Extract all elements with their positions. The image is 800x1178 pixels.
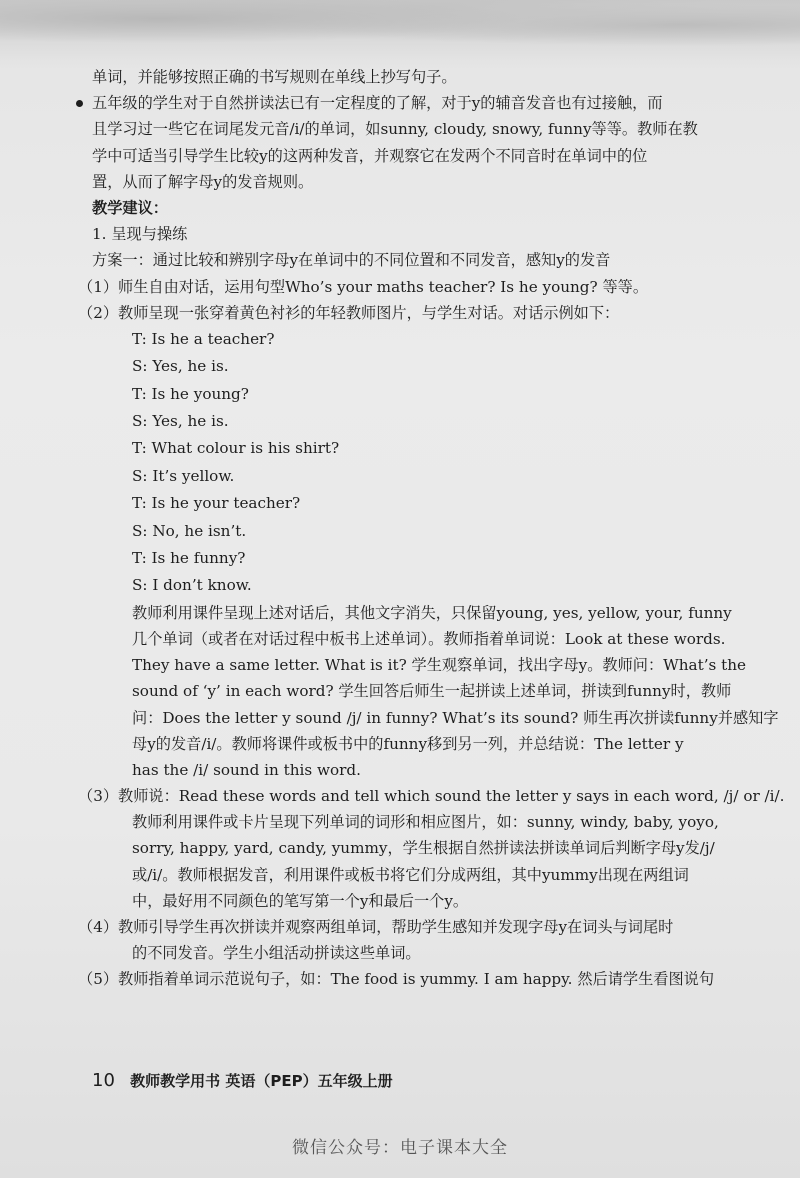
dialog-example [92, 326, 772, 600]
text-line: 学中可适当引导学生比较y的这两种发音，并观察它在发两个不同音时在单词中的位 [92, 146, 648, 165]
text-line: 且学习过一些它在词尾发元音/i/的单词，如sunny, cloudy, snowy, funny等等。教师在教 [92, 120, 698, 139]
text-line: 教师利用课件或卡片呈现下列单词的词形和相应图片，如：sunny, windy, baby, yoyo, [132, 813, 719, 832]
book-title: 教师教学用书 英语（PEP）五年级上册 [130, 1072, 393, 1090]
dialog-line: T: Is he young? [132, 384, 249, 403]
page-footer [92, 1070, 393, 1091]
step-2: （2）教师呈现一张穿着黄色衬衫的年轻教师图片，与学生对话。对话示例如下： [78, 303, 620, 322]
text-line: 置，从而了解字母y的发音规则。 [92, 172, 314, 191]
dialog-line: S: I don’t know. [132, 576, 252, 595]
text-line: 母y的发音/i/。教师将课件或板书中的funny移到另一列，并总结说：The letter y [132, 734, 684, 753]
bullet-icon [76, 100, 83, 107]
text-line: 方案一：通过比较和辨别字母y在单词中的不同位置和不同发音，感知y的发音 [92, 251, 611, 270]
decorative-header-band [0, 0, 800, 62]
text-line: sound of ‘y’ in each word? 学生回答后师生一起拼读上述单词，拼读到funny时，教师 [132, 682, 732, 701]
dialog-line: T: What colour is his shirt? [132, 439, 340, 458]
dialog-line: S: Yes, he is. [132, 412, 229, 431]
step-1: （1）师生自由对话，运用句型Who’s your maths teacher? Is he young? 等等。 [78, 277, 649, 296]
dialog-line: S: Yes, he is. [132, 357, 229, 376]
watermark-text: 微信公众号：电子课本大全 [292, 1138, 508, 1158]
text-line: sorry, happy, yard, candy, yummy，学生根据自然拼读法拼读单词后判断字母y发/j/ [132, 839, 715, 858]
text-line: 几个单词（或者在对话过程中板书上述单词）。教师指着单词说：Look at these words. [132, 629, 726, 648]
body-text [78, 64, 785, 993]
text-line: 五年级的学生对于自然拼读法已有一定程度的了解，对于y的辅音发音也有过接触，而 [92, 94, 663, 113]
text-line: 教师利用课件呈现上述对话后，其他文字消失，只保留young, yes, yellow, your, funny [132, 603, 732, 622]
dialog-line: S: No, he isn’t. [132, 521, 247, 540]
dialog-line: T: Is he your teacher? [132, 494, 301, 513]
dialog-line: S: It’s yellow. [132, 466, 235, 485]
section-heading: 教学建议： [92, 198, 168, 217]
text-line: 的不同发音。学生小组活动拼读这些单词。 [132, 944, 421, 963]
step-5: （5）教师指着单词示范说句子，如：The food is yummy. I am happy. 然后请学生看图说句 [78, 970, 715, 989]
subsection-heading: 1. 呈现与操练 [92, 225, 188, 244]
text-line: 中，最好用不同颜色的笔写第一个y和最后一个y。 [132, 891, 469, 910]
step-4: （4）教师引导学生再次拼读并观察两组单词，帮助学生感知并发现字母y在词头与词尾时 [78, 918, 674, 937]
bullet-paragraph [92, 90, 772, 116]
page-number: 10 [92, 1070, 115, 1091]
dialog-line: T: Is he a teacher? [132, 329, 275, 348]
step-3: （3）教师说：Read these words and tell which sound the letter y says in each word, /j/ or /i/. [78, 787, 785, 806]
dialog-line: T: Is he funny? [132, 549, 246, 567]
text-line: 或/i/。教师根据发音，利用课件或板书将它们分成两组，其中yummy出现在两组词 [132, 865, 689, 884]
text-line: has the /i/ sound in this word. [132, 760, 361, 779]
text-line: 单词，并能够按照正确的书写规则在单线上抄写句子。 [92, 68, 457, 86]
text-line: 问：Does the letter y sound /j/ in funny? What’s its sound? 师生再次拼读funny并感知字 [132, 708, 779, 727]
text-line: They have a same letter. What is it? 学生观察单词，找出字母y。教师问：What’s the [132, 656, 747, 675]
